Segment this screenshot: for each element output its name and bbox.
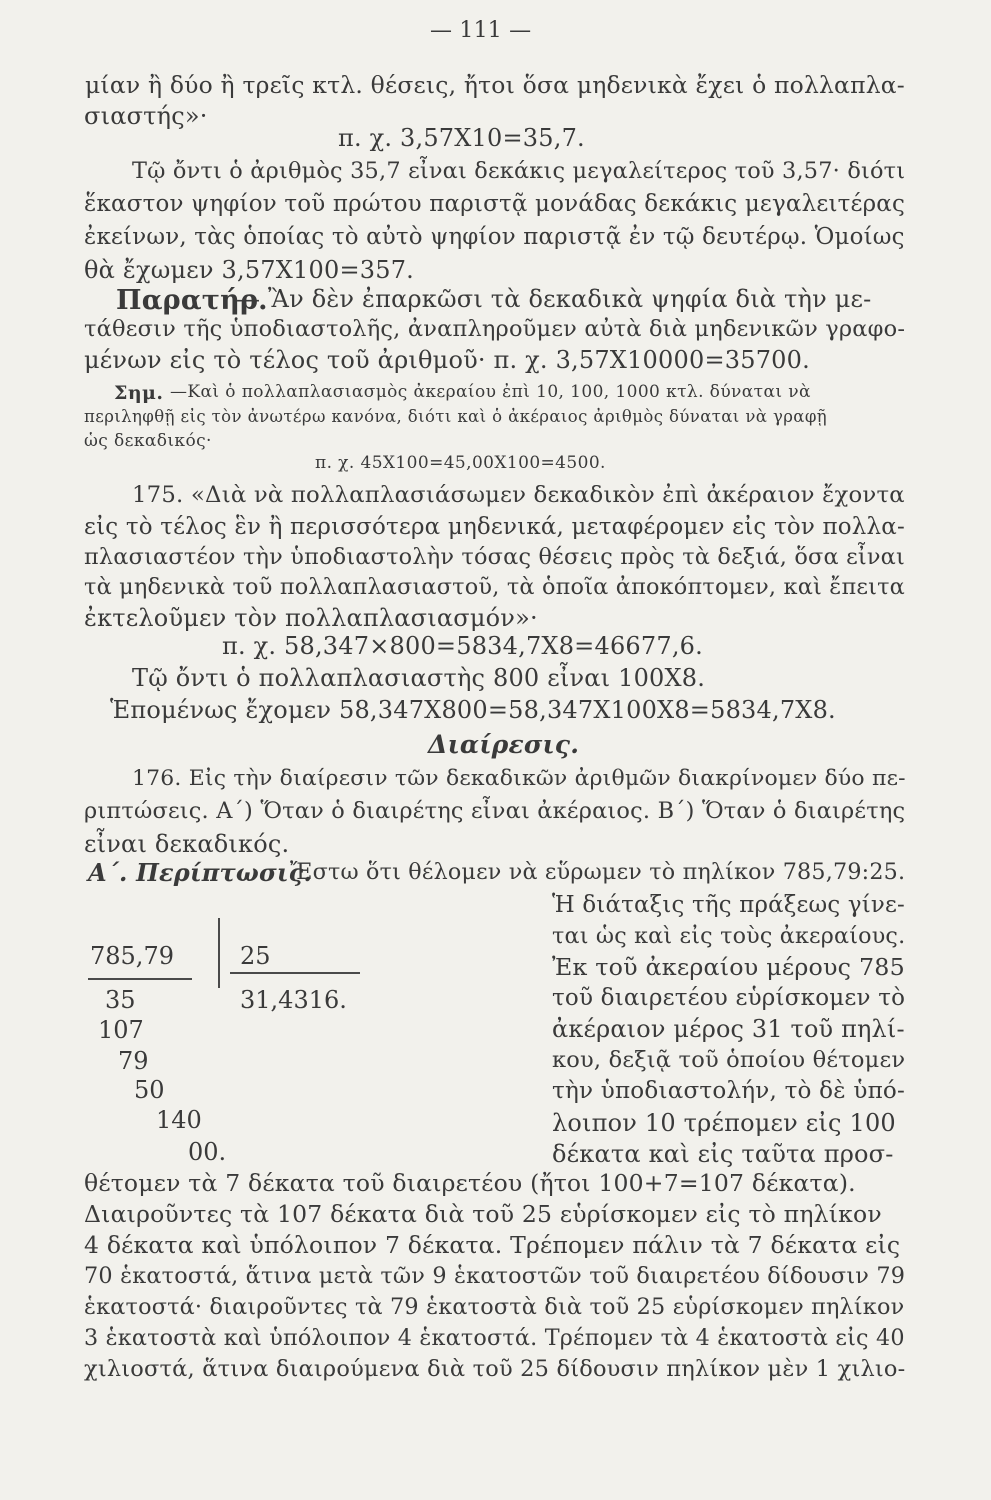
text-line: θὰ ἔχωμεν 3,57Χ100=357.	[84, 256, 415, 284]
note-formula: π. χ. 45Χ100=45,00Χ100=4500.	[315, 453, 606, 473]
text-line: 176. Εἰς τὴν διαίρεσιν τῶν δεκαδικῶν ἀριθμῶν διακρίνομεν δύο πε-	[132, 766, 906, 791]
division-dividend: 785,79	[90, 942, 174, 970]
side-text-line: δέκατα καὶ εἰς ταῦτα προσ-	[552, 1140, 894, 1168]
text-line: εἶναι δεκαδικός.	[84, 830, 290, 858]
text-line: Ἔστω ὅτι θέλομεν νὰ εὕρωμεν τὸ πηλίκον 785,79:25.	[290, 859, 906, 885]
side-text-line: Ἡ διάταξις τῆς πράξεως γίνε-	[552, 892, 905, 918]
side-text-line: Ἐκ τοῦ ἀκεραίου μέρους 785	[552, 953, 905, 981]
text-line: Ἑπομένως ἔχομεν 58,347Χ800=58,347Χ100Χ8=5834,7Χ8.	[110, 696, 836, 724]
text-line: 70 ἑκατοστά, ἅτινα μετὰ τῶν 9 ἑκατοστῶν τοῦ διαιρετέου δίδουσιν 79	[84, 1263, 906, 1289]
division-step: 79	[118, 1047, 149, 1075]
formula-line: π. χ. 58,347×800=5834,7Χ8=46677,6.	[222, 632, 703, 660]
text-line: ἐκτελοῦμεν τὸν πολλαπλασιασμόν»·	[84, 604, 538, 632]
side-text-line: ται ὡς καὶ εἰς τοὺς ἀκεραίους.	[552, 923, 906, 949]
text-line: μίαν ἢ δύο ἢ τρεῖς κτλ. θέσεις, ἤτοι ὅσα μηδενικὰ ἔχει ὁ πολλαπλα-	[85, 71, 905, 99]
note-line: περιληφθῇ εἰς τὸν ἀνωτέρω κανόνα, διότι καὶ ὁ ἀκέραιος ἀριθμὸς δύναται νὰ γραφῇ	[84, 407, 828, 426]
division-step: 35	[105, 986, 136, 1014]
text-line: — Ἂν δὲν ἐπαρκῶσι τὰ δεκαδικὰ ψηφία διὰ τὴν με-	[236, 285, 872, 313]
case-a-label: Α΄. Περίπτωσις.	[88, 858, 313, 887]
division-step: 140	[156, 1106, 202, 1134]
division-divisor: 25	[240, 942, 271, 970]
text-line: θέτομεν τὰ 7 δέκατα τοῦ διαιρετέου (ἤτοι 100+7=107 δέκατα).	[84, 1169, 856, 1197]
division-step: 00.	[188, 1138, 227, 1166]
text-line: Διαιροῦντες τὰ 107 δέκατα διὰ τοῦ 25 εὑρίσκομεν εἰς τὸ πηλίκον	[84, 1200, 882, 1228]
side-text-line: ἀκέραιον μέρος 31 τοῦ πηλί-	[552, 1015, 905, 1043]
text-line: μένων εἰς τὸ τέλος τοῦ ἀριθμοῦ· π. χ. 3,57Χ10000=35700.	[84, 346, 810, 374]
section-title: Διαίρεσις.	[428, 730, 580, 759]
note-label: Σημ.	[114, 382, 164, 404]
note-line: ὡς δεκαδικός·	[84, 431, 212, 451]
division-vertical-rule	[218, 918, 220, 988]
division-quotient-rule	[230, 972, 360, 974]
text-line: ἑκατοστά· διαιροῦντες τὰ 79 ἑκατοστὰ διὰ τοῦ 25 εὑρίσκομεν πηλίκον	[84, 1294, 905, 1320]
note-line: —Καὶ ὁ πολλαπλασιασμὸς ἀκεραίου ἐπὶ 10, 100, 1000 κτλ. δύναται νὰ	[170, 382, 811, 402]
side-text-line: τοῦ διαιρετέου εὑρίσκομεν τὸ	[552, 985, 906, 1011]
division-step: 50	[134, 1076, 165, 1104]
text-line: ἕκαστον ψηφίον τοῦ πρώτου παριστᾷ μονάδας δεκάκις μεγαλειτέρας	[84, 191, 906, 217]
formula-line: π. χ. 3,57Χ10=35,7.	[338, 124, 585, 152]
text-line: 175. «Διὰ νὰ πολλαπλασιάσωμεν δεκαδικὸν ἐπὶ ἀκέραιον ἔχοντα	[132, 482, 905, 508]
side-text-line: τὴν ὑποδιαστολήν, τὸ δὲ ὑπό-	[552, 1078, 906, 1104]
side-text-line: κου, δεξιᾷ τοῦ ὁποίου θέτομεν	[552, 1047, 906, 1073]
text-line: 3 ἑκατοστὰ καὶ ὑπόλοιπον 4 ἑκατοστά. Τρέπομεν τὰ 4 ἑκατοστὰ εἰς 40	[84, 1325, 905, 1351]
text-line: ριπτώσεις. Α΄) Ὅταν ὁ διαιρέτης εἶναι ἀκέραιος. Β΄) Ὅταν ὁ διαιρέτης	[84, 798, 906, 824]
division-dividend-rule	[88, 978, 192, 980]
text-line: χιλιοστά, ἅτινα διαιρούμενα διὰ τοῦ 25 δίδουσιν πηλίκον μὲν 1 χιλιο-	[84, 1356, 906, 1382]
observation-label: Παρατήρ.	[116, 285, 268, 316]
text-line: Τῷ ὄντι ὁ πολλαπλασιαστὴς 800 εἶναι 100Χ8.	[132, 664, 706, 692]
text-line: σιαστής»·	[84, 102, 208, 130]
text-line: ἐκείνων, τὰς ὁποίας τὸ αὐτὸ ψηφίον παριστᾷ ἐν τῷ δευτέρῳ. Ὁμοίως	[84, 224, 905, 250]
text-line: πλασιαστέον τὴν ὑποδιαστολὴν τόσας θέσεις πρὸς τὰ δεξιά, ὅσα εἶναι	[84, 544, 905, 570]
text-line: 4 δέκατα καὶ ὑπόλοιπον 7 δέκατα. Τρέπομεν πάλιν τὰ 7 δέκατα εἰς	[84, 1231, 901, 1259]
division-quotient: 31,4316.	[240, 986, 347, 1014]
page-number: — 111 —	[430, 18, 532, 43]
division-step: 107	[98, 1016, 144, 1044]
side-text-line: λοιπον 10 τρέπομεν εἰς 100	[552, 1109, 896, 1137]
text-line: τὰ μηδενικὰ τοῦ πολλαπλασιαστοῦ, τὰ ὁποῖα ἀποκόπτομεν, καὶ ἔπειτα	[84, 574, 905, 600]
text-line: τάθεσιν τῆς ὑποδιαστολῆς, ἀναπληροῦμεν αὐτὰ διὰ μηδενικῶν γραφο-	[84, 316, 906, 342]
text-line: Τῷ ὄντι ὁ ἀριθμὸς 35,7 εἶναι δεκάκις μεγαλείτερος τοῦ 3,57· διότι	[132, 158, 906, 184]
text-line: εἰς τὸ τέλος ἓν ἢ περισσότερα μηδενικά, μεταφέρομεν εἰς τὸν πολλα-	[84, 514, 905, 540]
